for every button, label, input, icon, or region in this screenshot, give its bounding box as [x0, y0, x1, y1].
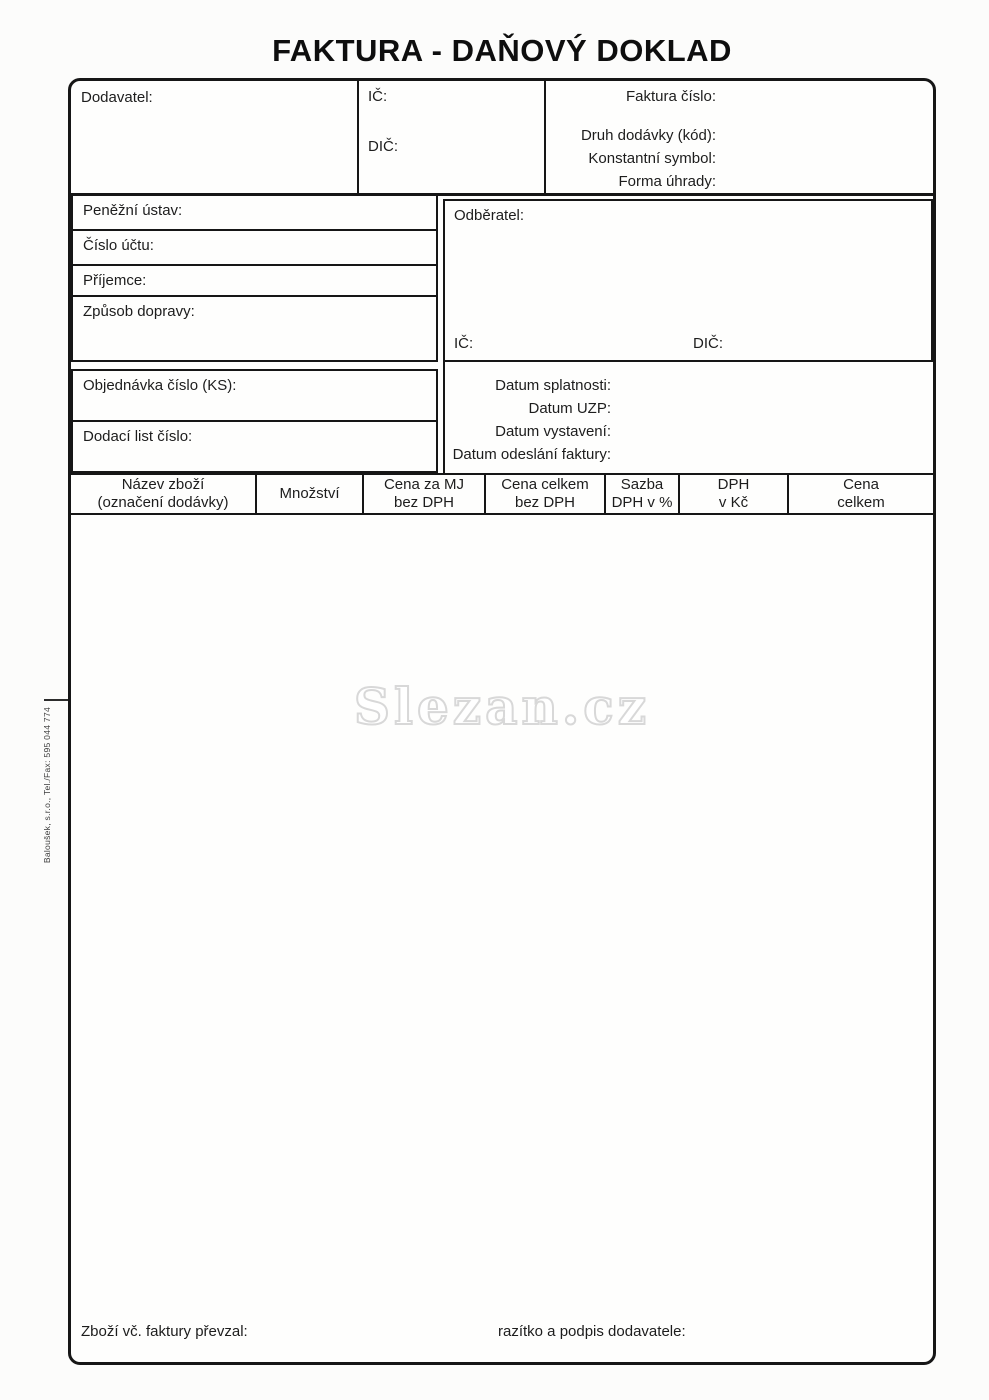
col-header-vat-amount-line1: DPH: [717, 476, 750, 493]
customer-ic-label: IČ:: [454, 335, 474, 352]
col-header-total-price-line2: celkem: [837, 494, 885, 511]
invoice-number-label: Faktura číslo:: [625, 88, 716, 105]
col-header-total-price: [789, 475, 933, 513]
printer-imprint: Baloušek, s.r.o., Tel./Fax: 595 044 774: [42, 707, 52, 864]
bank-field: [71, 194, 438, 231]
account-number-field: [71, 229, 438, 266]
transport-method-field: [71, 295, 438, 362]
account-number-label: Číslo účtu:: [83, 237, 154, 254]
col-header-unit-price-line2: bez DPH: [393, 494, 455, 511]
header-row: [71, 81, 933, 196]
recipient-field: [71, 264, 438, 297]
col-header-item-name-line2: (označení dodávky): [97, 494, 229, 511]
issue-date-label: Datum vystavení:: [495, 423, 611, 440]
col-header-vat-amount-line2: v Kč: [718, 494, 749, 511]
dates-labels: [445, 362, 611, 473]
payment-form-label: Forma úhrady:: [618, 173, 716, 190]
registration-mark: [44, 699, 69, 701]
col-header-total-ex-vat-line2: bez DPH: [514, 494, 576, 511]
delivery-type-label: Druh dodávky (kód):: [580, 127, 716, 144]
supplier-field: [71, 81, 359, 193]
items-table-body: [71, 515, 933, 1315]
customer-dic-label: DIČ:: [693, 335, 723, 352]
supplier-label: Dodavatel:: [81, 89, 153, 106]
order-number-label: Objednávka číslo (KS):: [83, 377, 237, 394]
invoice-meta-labels: [546, 81, 716, 193]
col-header-item-name-line1: Název zboží: [121, 476, 205, 493]
col-header-item-name: [71, 475, 257, 513]
order-number-field: [71, 369, 438, 422]
invoice-meta-field: [546, 81, 933, 193]
delivery-note-field: [71, 420, 438, 473]
transport-method-label: Způsob dopravy:: [83, 303, 195, 320]
col-header-quantity-line1: Množství: [279, 485, 340, 502]
col-header-total-price-line1: Cena: [843, 476, 879, 493]
col-header-vat-rate-line2: DPH v %: [611, 494, 673, 511]
uzp-date-label: Datum UZP:: [528, 400, 611, 417]
constant-symbol-label: Konstantní symbol:: [588, 150, 716, 167]
supplier-ic-label: IČ:: [368, 88, 388, 105]
bank-label: Peněžní ústav:: [83, 202, 183, 219]
col-header-unit-price-line1: Cena za MJ: [383, 476, 465, 493]
goods-received-label: Zboží vč. faktury převzal:: [81, 1323, 248, 1340]
supplier-dic-label: DIČ:: [368, 138, 398, 155]
col-header-unit-price: [364, 475, 486, 513]
col-header-total-ex-vat-line1: Cena celkem: [501, 476, 589, 493]
invoice-form: [68, 78, 936, 1365]
customer-label: Odběratel:: [454, 207, 525, 224]
col-header-quantity: [257, 475, 364, 513]
customer-field: [443, 199, 933, 362]
supplier-vat-field: [359, 81, 546, 193]
dates-field: [443, 362, 933, 473]
watermark: Slezan.cz: [353, 677, 651, 736]
col-header-vat-rate: [606, 475, 680, 513]
stamp-signature-label: razítko a podpis dodavatele:: [498, 1323, 686, 1340]
delivery-note-label: Dodací list číslo:: [83, 428, 193, 445]
col-header-vat-rate-line1: Sazba: [620, 476, 664, 493]
col-header-vat-amount: [680, 475, 789, 513]
col-header-total-ex-vat: [486, 475, 606, 513]
recipient-label: Příjemce:: [83, 272, 147, 289]
due-date-label: Datum splatnosti:: [495, 377, 611, 394]
items-table-header: [71, 473, 933, 515]
sent-date-label: Datum odeslání faktury:: [452, 446, 611, 463]
page-title: FAKTURA - DAŇOVÝ DOKLAD: [272, 33, 732, 68]
